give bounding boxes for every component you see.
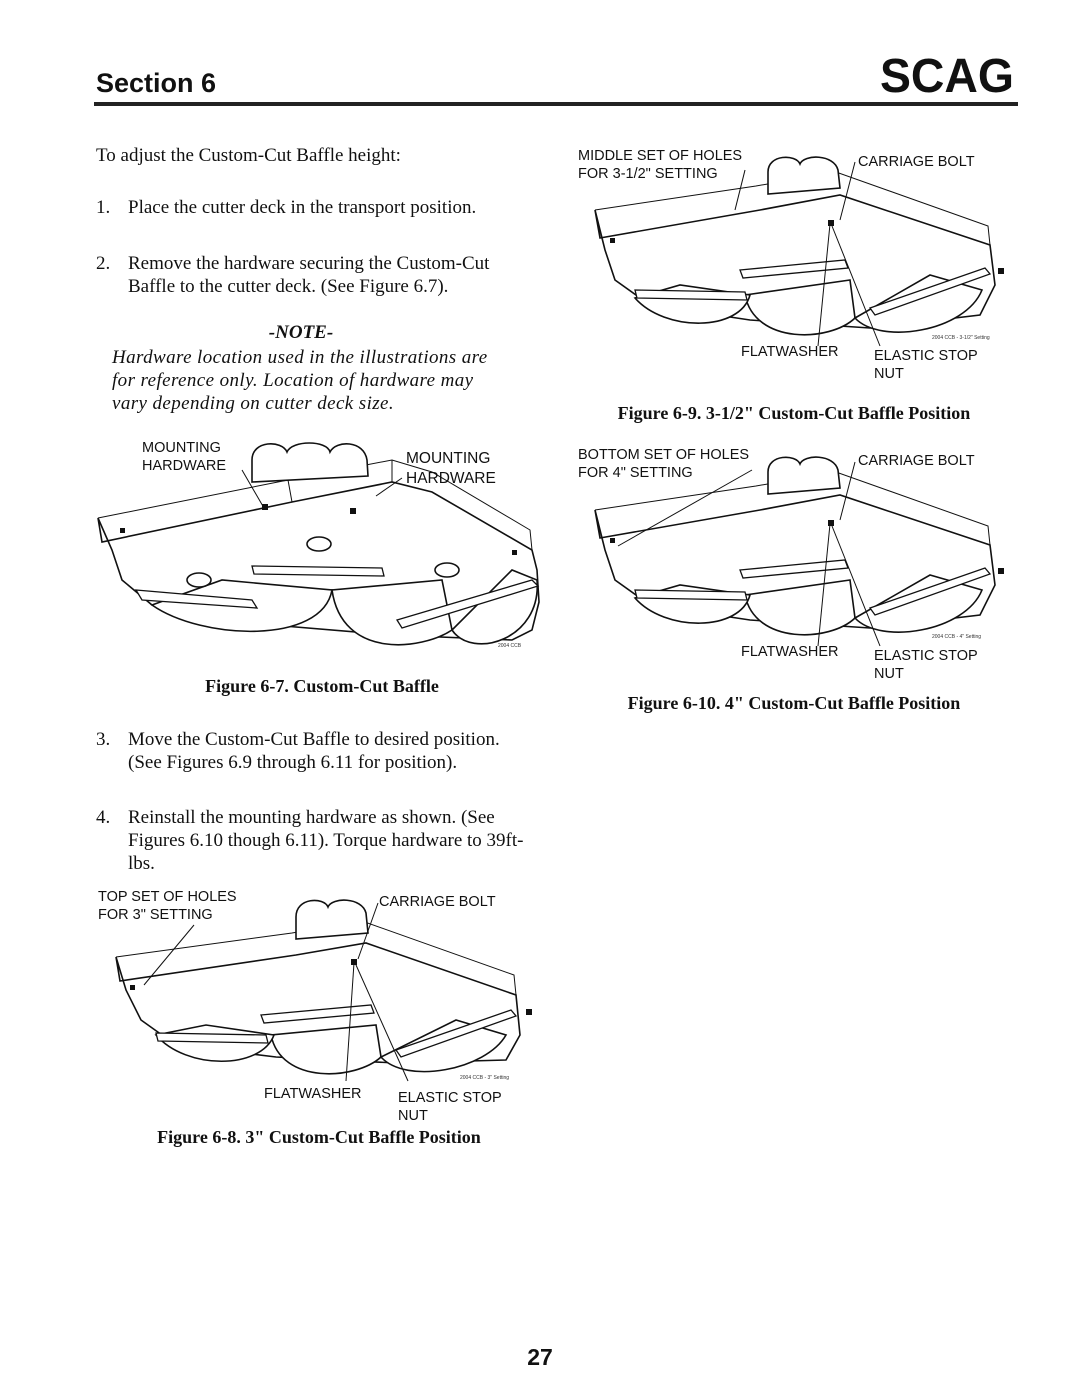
step-3 [96,728,516,774]
scag-logo [880,52,1018,98]
fig9-caption: Figure 6-9. 3-1/2" Custom-Cut Baffle Position [617,403,971,423]
fig10-illustration [580,450,1020,650]
fig9-nut-label: ELASTIC STOP NUT [874,348,978,382]
fig9-washer-label: FLATWASHER [741,344,839,360]
step-text: Remove the hardware securing the Custom-Cut Baffle to the cutter deck. (See Figure 6.7). [128,253,490,297]
step-text: Reinstall the mounting hardware as shown. (See Figures 6.10 though 6.11). Torque hardware to 39ft-lbs. [128,807,524,874]
fig9-bolt-label: CARRIAGE BOLT [858,154,975,170]
step-text: Place the cutter deck in the transport position. [128,197,477,218]
fig9-holes-label: MIDDLE SET OF HOLES FOR 3-1/2" SETTING [578,148,743,182]
fig7-label-left: MOUNTING HARDWARE [142,440,227,474]
fig10-caption: Figure 6-10. 4" Custom-Cut Baffle Position [627,693,961,713]
section-title: Section 6 [96,68,217,98]
fig10-tag: 2004 CCB - 4" Setting [932,634,982,640]
header-rule [94,102,1018,106]
fig8-bolt-label: CARRIAGE BOLT [379,894,496,910]
note-body: Hardware location used in the illustrations are for reference only. Location of hardware may vary depending on cutter deck size. [112,347,488,414]
step-number: 4. [96,807,111,828]
step-number: 2. [96,253,111,274]
fig9-illustration [580,150,1020,350]
note-heading: -NOTE- [268,322,334,343]
step-4 [96,806,536,875]
fig10-washer-label: FLATWASHER [741,644,839,660]
intro-text: To adjust the Custom-Cut Baffle height: [96,145,401,166]
step-text: Move the Custom-Cut Baffle to desired position. (See Figures 6.9 through 6.11 for position). [128,729,500,773]
step-number: 1. [96,197,111,218]
fig10-bolt-label: CARRIAGE BOLT [858,453,975,469]
fig7-caption: Figure 6-7. Custom-Cut Baffle [205,676,439,696]
step-number: 3. [96,729,111,750]
fig10-nut-label: ELASTIC STOP NUT [874,648,978,682]
fig8-holes-label: TOP SET OF HOLES FOR 3" SETTING [98,889,237,923]
step-1 [96,196,516,219]
fig10-holes-label: BOTTOM SET OF HOLES FOR 4" SETTING [578,447,750,481]
fig7-label-right: MOUNTING HARDWARE [406,450,496,487]
fig7-illustration [92,430,552,660]
fig8-caption: Figure 6-8. 3" Custom-Cut Baffle Position [157,1127,481,1147]
fig9-tag: 2004 CCB - 3-1/2" Setting [932,335,990,341]
fig8-nut-label: ELASTIC STOP NUT [398,1090,502,1124]
fig7-tag: 2004 CCB [498,643,522,649]
fig8-illustration [96,885,556,1085]
page-number: 27 [527,1344,553,1370]
fig8-tag: 2004 CCB - 3" Setting [460,1075,510,1081]
scag-logo-text: SCAG [880,52,1014,98]
fig8-washer-label: FLATWASHER [264,1086,362,1102]
step-2 [96,252,516,298]
